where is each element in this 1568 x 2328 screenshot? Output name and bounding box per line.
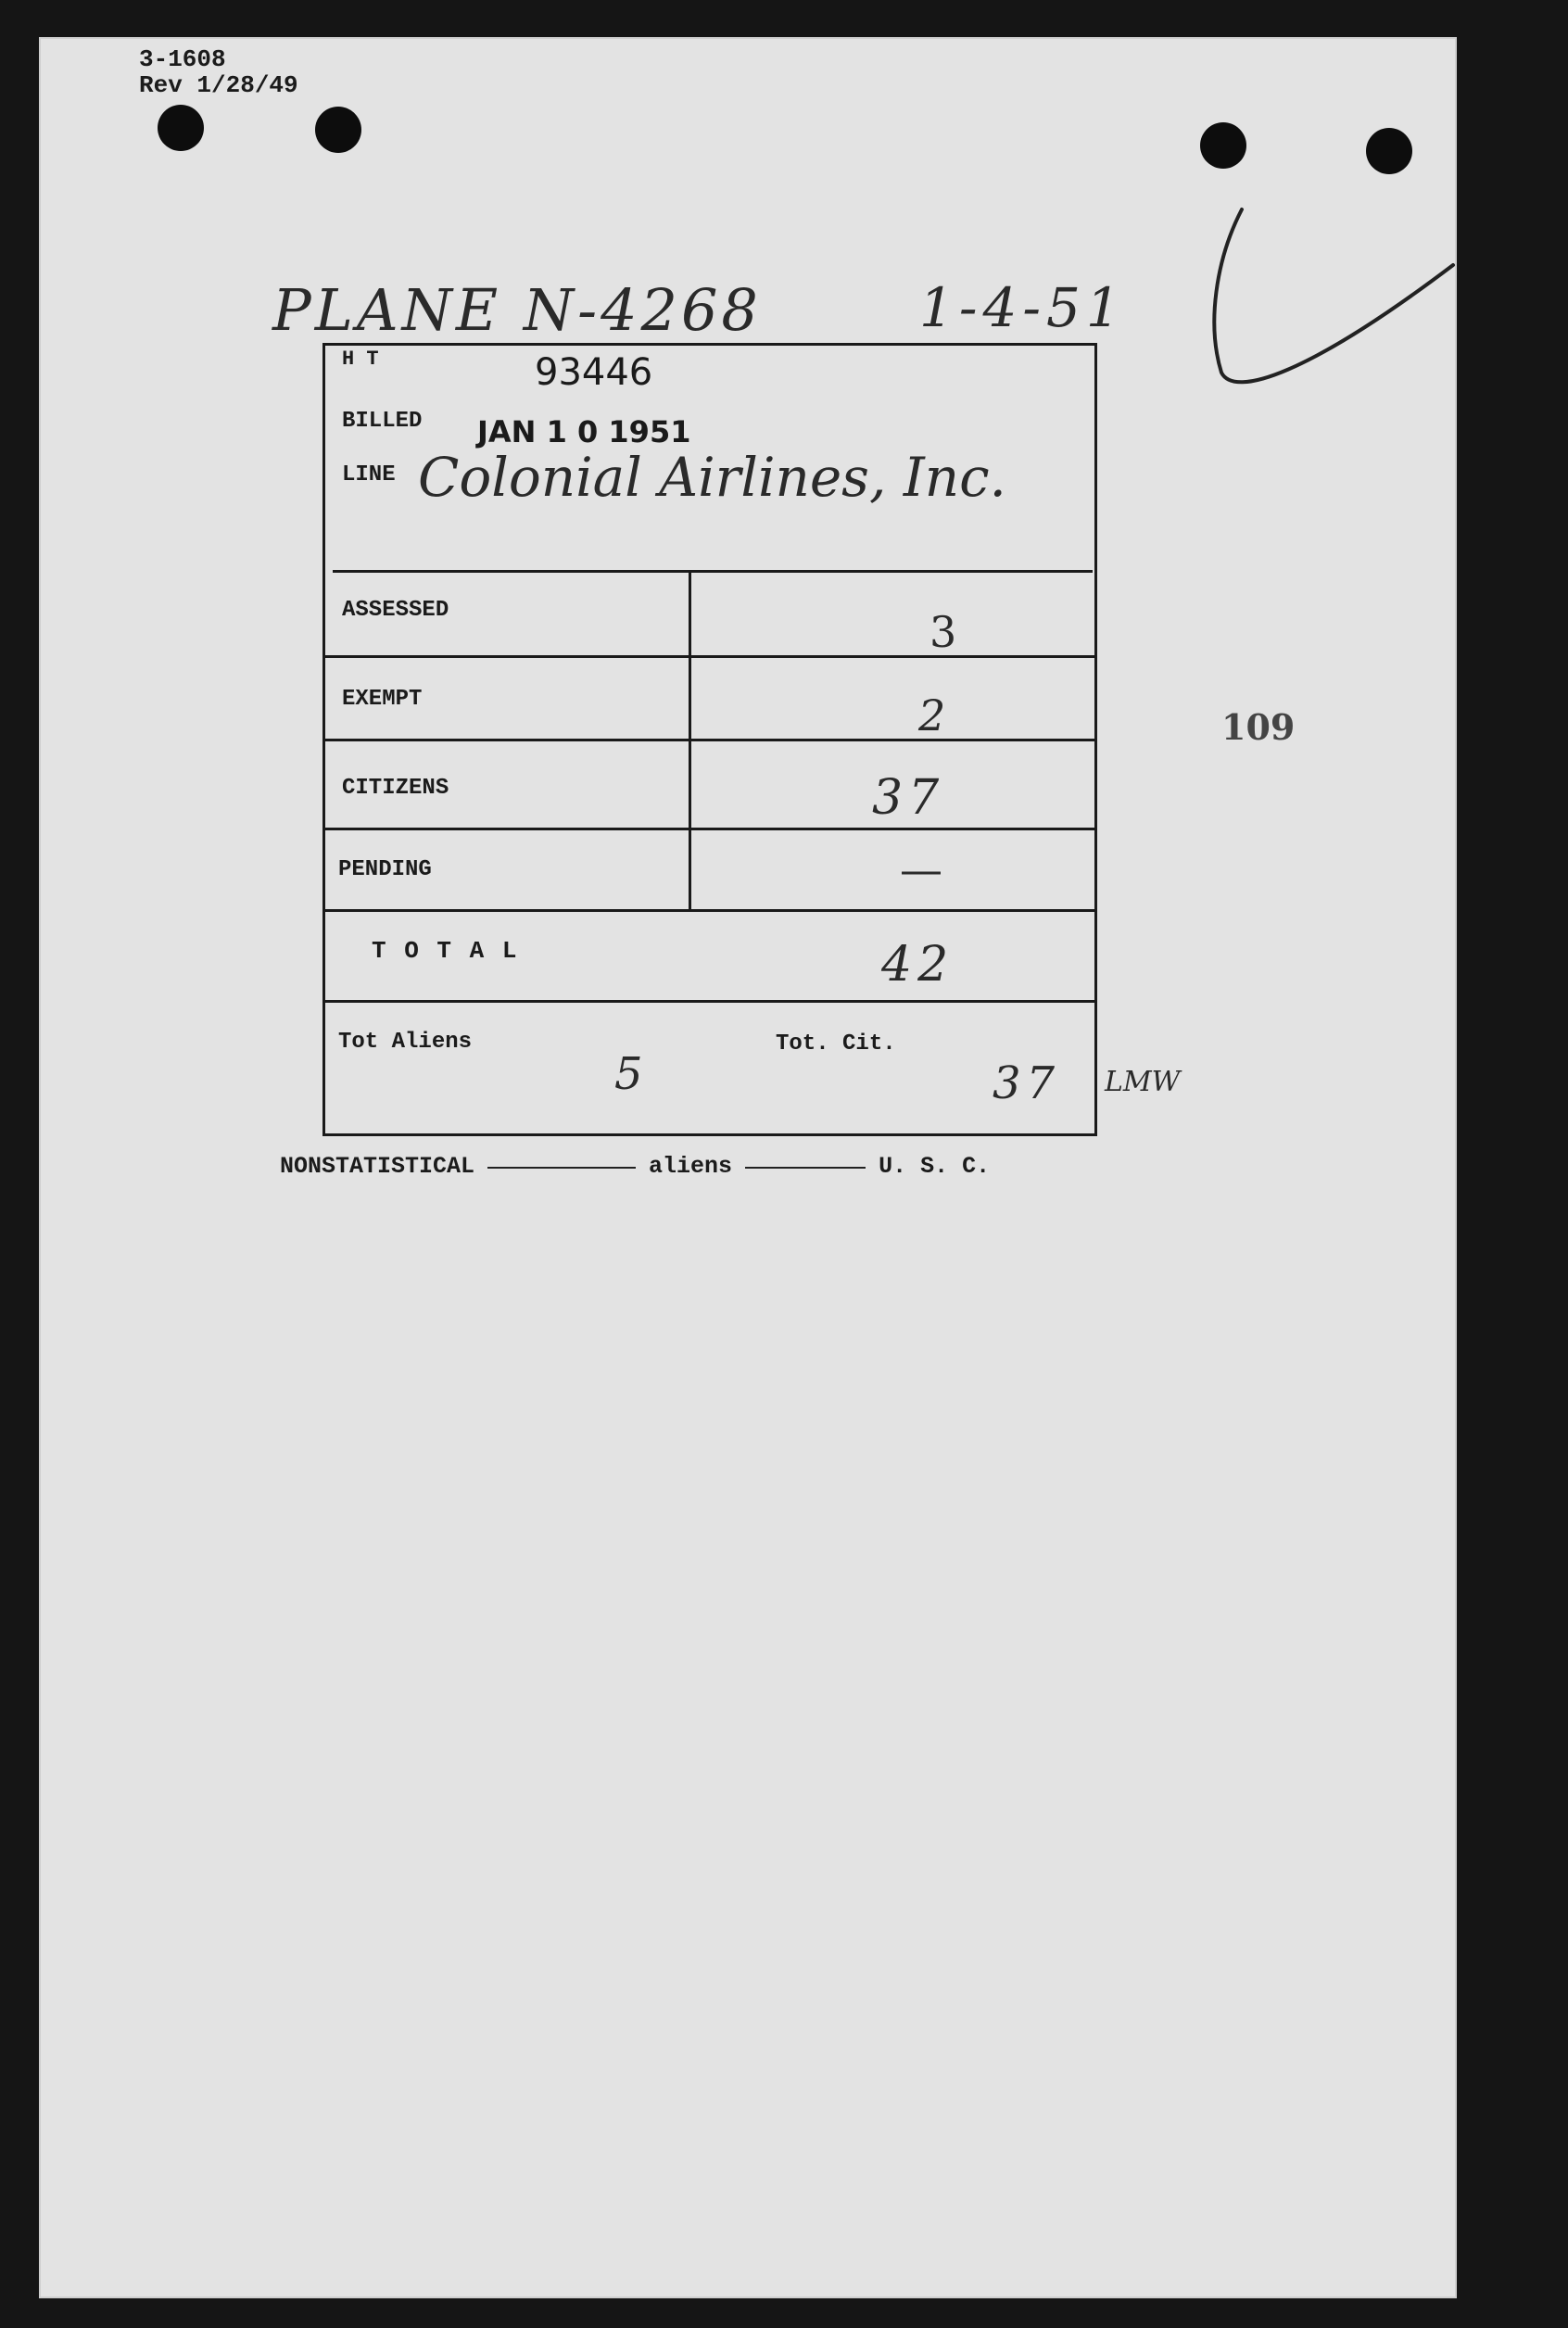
divider — [325, 739, 1094, 741]
billed-label: BILLED — [342, 409, 423, 434]
ht-label: H T — [342, 348, 379, 371]
billed-date-stamp: JAN 1 0 1951 — [477, 414, 691, 449]
pending-value: — — [900, 844, 942, 894]
exempt-value: 2 — [918, 690, 946, 740]
checkmark-icon — [1179, 176, 1457, 399]
ht-value: 93446 — [535, 351, 653, 394]
form-box — [322, 343, 1097, 1136]
total-label: T O T A L — [372, 937, 519, 965]
punch-hole — [158, 105, 204, 151]
usc-label: U. S. C. — [879, 1153, 991, 1180]
punch-hole — [1200, 122, 1246, 169]
form-revision: Rev 1/28/49 — [139, 71, 298, 99]
exempt-label: EXEMPT — [342, 687, 423, 712]
punch-hole — [1366, 128, 1412, 174]
reviewer-initials: LMW — [1105, 1066, 1181, 1098]
divider — [325, 828, 1094, 830]
pending-label: PENDING — [338, 857, 432, 882]
assessed-label: ASSESSED — [342, 598, 449, 623]
form-number: 3-1608 — [139, 45, 226, 73]
citizens-value: 37 — [872, 770, 945, 826]
nonstatistical-label: NONSTATISTICAL — [280, 1153, 475, 1180]
total-value: 42 — [881, 937, 955, 993]
citizens-label: CITIZENS — [342, 776, 449, 801]
divider — [325, 909, 1094, 912]
divider — [333, 570, 1093, 573]
blank-line — [487, 1167, 636, 1169]
punch-hole — [315, 107, 361, 153]
tot-aliens-value: 5 — [614, 1048, 643, 1100]
assessed-value: 3 — [929, 607, 957, 657]
page-number: 109 — [1221, 706, 1296, 748]
line-label: LINE — [342, 462, 396, 487]
plane-number: PLANE N-4268 — [272, 276, 762, 344]
handwritten-date: 1-4-51 — [919, 276, 1126, 339]
blank-line — [745, 1167, 866, 1169]
column-divider — [689, 570, 691, 909]
aliens-label: aliens — [649, 1153, 733, 1180]
divider — [325, 655, 1094, 658]
tot-cit-value: 37 — [993, 1057, 1061, 1109]
nonstatistical-line — [280, 1153, 990, 1180]
airline-name: Colonial Airlines, Inc. — [418, 446, 1006, 509]
tot-aliens-label: Tot Aliens — [338, 1030, 473, 1055]
divider — [325, 1000, 1094, 1003]
document-sheet — [39, 37, 1457, 2298]
tot-cit-label: Tot. Cit. — [776, 1031, 896, 1056]
